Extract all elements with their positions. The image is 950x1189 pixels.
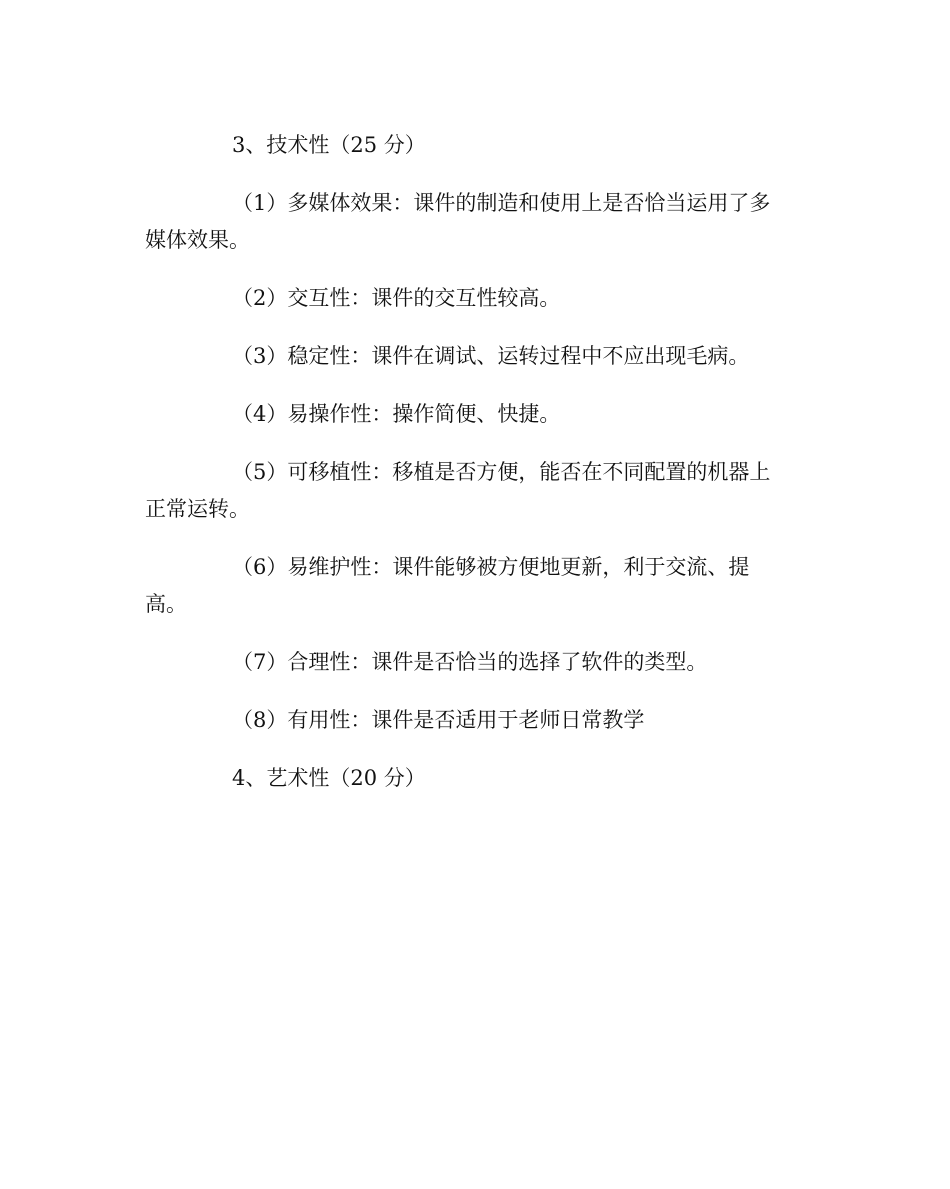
criterion-text-line: （4）易操作性：操作简便、快捷。	[232, 402, 561, 426]
criterion-text-continuation: 正常运转。	[145, 497, 250, 521]
criterion-text-line: （1）多媒体效果：课件的制造和使用上是否恰当运用了多	[232, 191, 771, 215]
criterion-interactivity	[145, 280, 797, 317]
criterion-text-line: （2）交互性：课件的交互性较高。	[232, 286, 561, 310]
criterion-rationality	[145, 644, 797, 681]
criterion-text-line: （5）可移植性：移植是否方便，能否在不同配置的机器上	[232, 460, 771, 484]
section-heading-text: 4、艺术性（20 分）	[232, 766, 426, 790]
section-heading-artistic	[145, 760, 797, 797]
criterion-portability	[145, 454, 797, 528]
criterion-ease-of-operation	[145, 396, 797, 433]
criterion-text-line: （6）易维护性：课件能够被方便地更新，利于交流、提	[232, 555, 750, 579]
criterion-text-line: （3）稳定性：课件在调试、运转过程中不应出现毛病。	[232, 344, 750, 368]
criterion-text-line: （7）合理性：课件是否恰当的选择了软件的类型。	[232, 650, 708, 674]
criterion-text-continuation: 高。	[145, 592, 187, 616]
criterion-stability	[145, 338, 797, 375]
document-body	[145, 127, 797, 818]
section-heading-technical	[145, 127, 797, 164]
criterion-maintainability	[145, 549, 797, 623]
criterion-text-line: （8）有用性：课件是否适用于老师日常教学	[232, 708, 645, 732]
criterion-multimedia-effect	[145, 185, 797, 259]
section-heading-text: 3、技术性（25 分）	[232, 133, 426, 157]
criterion-usefulness	[145, 702, 797, 739]
criterion-text-continuation: 媒体效果。	[145, 228, 250, 252]
